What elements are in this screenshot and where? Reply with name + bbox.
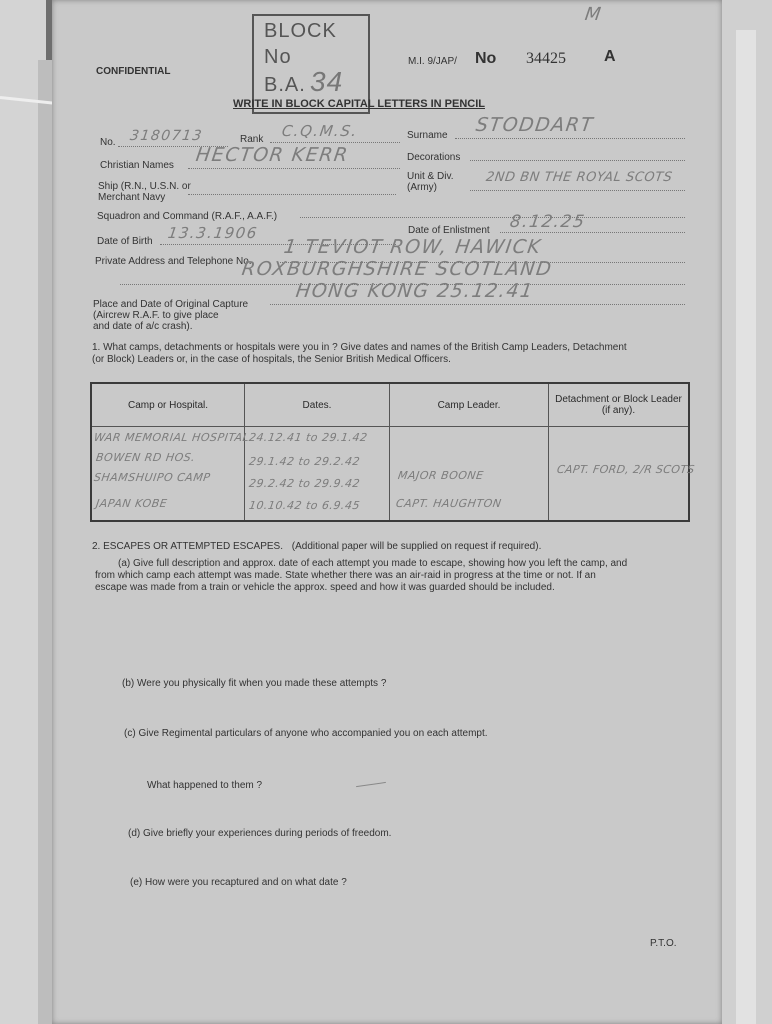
serial-number: 34425	[526, 50, 566, 67]
table-dates-1: 29.1.42 to 29.2.42	[248, 455, 361, 468]
table-leader-3: CAPT. HAUGHTON	[395, 497, 503, 510]
capture-label-line3: and date of a/c crash).	[93, 321, 193, 332]
q2-title	[92, 541, 541, 552]
q2e: (e) How were you recaptured and on what date ?	[130, 877, 347, 888]
pencil-instruction: WRITE IN BLOCK CAPITAL LETTERS IN PENCIL	[233, 98, 485, 110]
surname-value: STODDART	[474, 114, 596, 136]
q2-title-text: 2. ESCAPES OR ATTEMPTED ESCAPES.	[92, 541, 283, 552]
surname-label: Surname	[407, 130, 448, 141]
q2b: (b) Were you physically fit when you made these attempts ?	[122, 678, 387, 689]
stamp-line2: No	[264, 46, 292, 68]
table-camp-1: BOWEN RD HOS.	[95, 451, 197, 464]
enlistment-label: Date of Enlistment	[408, 225, 490, 236]
header-detachment: Detachment or Block Leader (if any).	[549, 383, 690, 427]
q2-title-note: (Additional paper will be supplied on request if required).	[291, 541, 542, 552]
rank-value: C.Q.M.S.	[280, 122, 360, 140]
table-camp-2: SHAMSHUIPO CAMP	[93, 471, 212, 484]
table-dates-2: 29.2.42 to 29.9.42	[248, 477, 361, 490]
table-dates-3: 10.10.42 to 6.9.45	[248, 499, 361, 512]
christian-names-value: HECTOR KERR	[194, 144, 351, 166]
leader-cell	[390, 427, 549, 522]
number-label: No	[475, 50, 497, 67]
unit-value: 2ND BN THE ROYAL SCOTS	[484, 170, 674, 185]
capture-label-line1: Place and Date of Original Capture	[93, 299, 249, 310]
header-camp: Camp or Hospital.	[91, 383, 245, 427]
dob-value: 13.3.1906	[166, 224, 260, 242]
q2a-line3: escape was made from a train or vehicle the approx. speed and how it was guarded should be included.	[95, 582, 555, 593]
pto-label: P.T.O.	[650, 938, 677, 949]
rank-label: Rank	[240, 134, 264, 145]
q2c-followup: What happened to them ?	[147, 780, 263, 791]
address-value-line1: 1 TEVIOT ROW, HAWICK	[282, 236, 544, 258]
table-body-row	[91, 427, 689, 522]
squadron-label: Squadron and Command (R.A.F., A.A.F.)	[97, 211, 278, 222]
serial-suffix: A	[604, 48, 616, 65]
corner-mark: M	[583, 4, 604, 25]
table-header-row	[91, 383, 689, 427]
ship-label: Ship (R.N., U.S.N. or Merchant Navy	[98, 181, 191, 203]
address-label: Private Address and Telephone No.	[95, 256, 252, 267]
stamp-hand-number: 34	[310, 66, 344, 97]
stamp-line1: BLOCK	[264, 20, 337, 42]
dates-cell	[245, 427, 390, 522]
q1-text-line1: 1. What camps, detachments or hospitals were you in ? Give dates and names of the British Camp Leaders, Detachment	[92, 342, 627, 353]
table-camp-3: JAPAN KOBE	[95, 497, 169, 510]
stamp-line3: B.A.	[264, 74, 306, 96]
table-detachment-2: CAPT. FORD, 2/R SCOTS	[556, 463, 696, 476]
detachment-cell	[549, 427, 696, 522]
enlistment-value: 8.12.25	[508, 212, 587, 232]
form-reference: M.I. 9/JAP/	[408, 56, 457, 67]
capture-label-line2: (Aircrew R.A.F. to give place	[93, 310, 219, 321]
header-dates: Dates.	[245, 383, 390, 427]
address-value-line2: ROXBURGHSHIRE SCOTLAND	[240, 258, 554, 280]
table-leader-2: MAJOR BOONE	[397, 469, 485, 482]
q2a-line1: (a) Give full description and approx. date of each attempt you made to escape, showing how you left the camp, and	[118, 558, 628, 569]
table-camp-0: WAR MEMORIAL HOSPITAL	[93, 431, 251, 444]
christian-names-label: Christian Names	[100, 160, 174, 171]
confidential-label: CONFIDENTIAL	[96, 66, 171, 77]
capture-value: HONG KONG 25.12.41	[294, 280, 536, 302]
header-camp-leader: Camp Leader.	[390, 383, 549, 427]
dob-label: Date of Birth	[97, 236, 153, 247]
q2d: (d) Give briefly your experiences during periods of freedom.	[128, 828, 392, 839]
decorations-label: Decorations	[407, 152, 461, 163]
q2c: (c) Give Regimental particulars of anyone who accompanied you on each attempt.	[124, 728, 488, 739]
no-label: No.	[100, 137, 116, 148]
camp-table	[90, 382, 696, 522]
q2a-line2: from which camp each attempt was made. State whether there was an air-raid in progress at the time or not. If an	[95, 570, 596, 581]
camp-cell	[91, 427, 251, 522]
unit-label: Unit & Div. (Army)	[407, 171, 454, 193]
q1-text-line2: (or Block) Leaders or, in the case of hospitals, the Senior British Medical Officers.	[92, 354, 451, 365]
right-page-edge-2	[736, 30, 756, 1024]
table-dates-0: 24.12.41 to 29.1.42	[248, 431, 369, 444]
no-value: 3180713	[128, 128, 204, 144]
